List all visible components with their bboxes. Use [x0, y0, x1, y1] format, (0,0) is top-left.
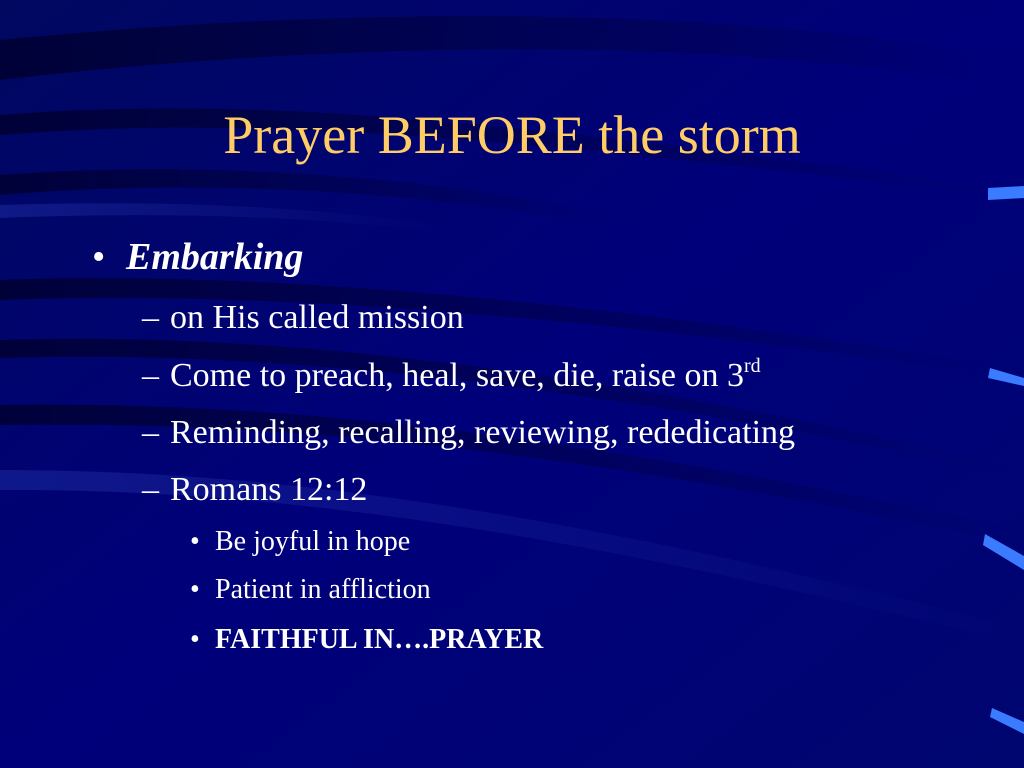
dash-mark: –: [142, 299, 159, 336]
bullet-text: Embarking: [126, 236, 304, 278]
dash-mark: –: [142, 414, 159, 451]
sub-sub-bullet-joyful: [190, 525, 410, 559]
sub-bullet-text: Romans 12:12: [170, 471, 368, 508]
bullet-mark: •: [190, 526, 200, 557]
sub-bullet-text: Come to preach, heal, save, die, raise on 3: [170, 357, 745, 394]
sub-sub-bullet-text: Patient in affliction: [215, 574, 431, 605]
dash-mark: –: [142, 471, 159, 508]
sub-bullet-romans: [142, 470, 367, 510]
slide-title: Prayer BEFORE the storm: [223, 105, 801, 165]
sub-sub-bullet-text: FAITHFUL IN….PRAYER: [215, 624, 544, 655]
ordinal-superscript: rd: [744, 355, 761, 377]
sub-sub-bullet-faithful: [190, 623, 543, 657]
sub-sub-bullet-patient: [190, 573, 431, 607]
sub-bullet-text: on His called mission: [170, 299, 464, 336]
sub-bullet-called-mission: [142, 298, 464, 338]
bullet-embarking: [92, 234, 303, 280]
sub-bullet-come-to-preach: [142, 356, 761, 396]
dash-mark: –: [142, 357, 159, 394]
sub-bullet-text: Reminding, recalling, reviewing, rededicating: [170, 414, 796, 451]
bullet-mark: •: [92, 236, 106, 278]
sub-bullet-reminding: [142, 413, 795, 453]
sub-sub-bullet-text: Be joyful in hope: [215, 526, 411, 557]
bullet-mark: •: [190, 624, 200, 655]
bullet-mark: •: [190, 574, 200, 605]
